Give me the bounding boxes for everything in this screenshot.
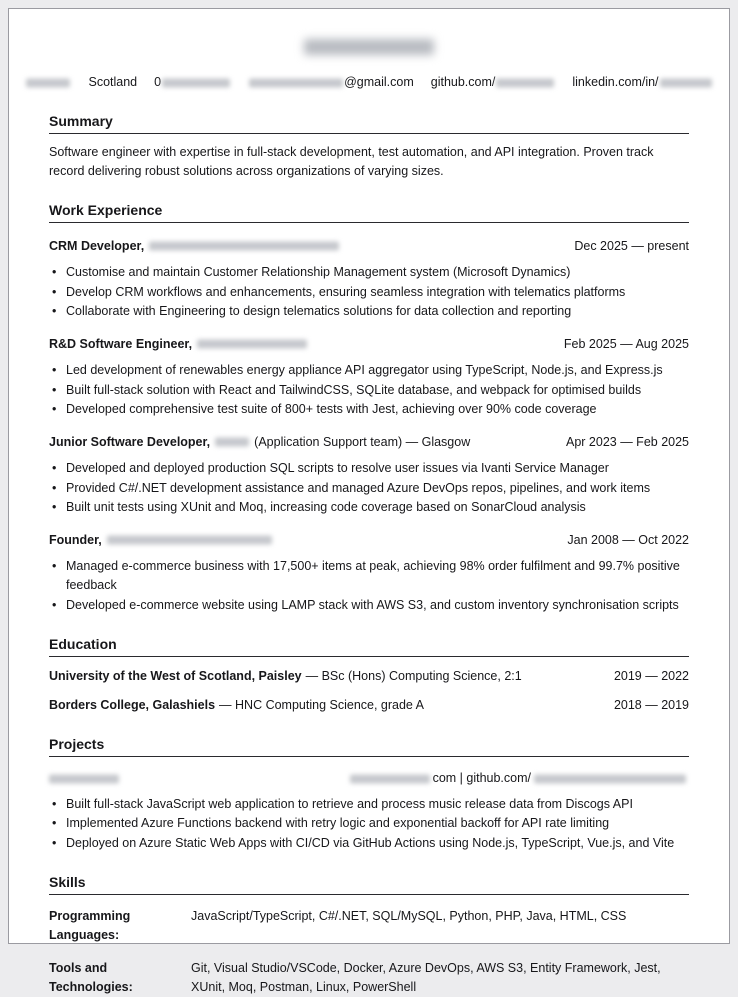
bullet-item: • Collaborate with Engineering to design telematics solutions for data collection and reporting [49, 302, 689, 321]
summary-text: Software engineer with expertise in full-stack development, test automation, and API integration. Proven track record delivering robust solutions across organizations of varying sizes. [49, 145, 654, 178]
bullet-item: • Develop CRM workflows and enhancements, ensuring seamless integration with telematics platforms [49, 283, 689, 302]
job-title [49, 433, 470, 452]
skill-values: JavaScript/TypeScript, C#/.NET, SQL/MySQL, Python, PHP, Java, HTML, CSS [191, 908, 627, 923]
contact-linkedin [572, 73, 712, 92]
email-suffix: @gmail.com [344, 75, 414, 89]
job-bullets [49, 361, 689, 419]
education-dates: 2019 — 2022 [613, 668, 689, 683]
job-header [49, 237, 689, 256]
redacted-project-domain [350, 774, 430, 783]
contact-phone [154, 73, 231, 92]
project-links [347, 769, 689, 788]
bullet-item: • Implemented Azure Functions backend with retry logic and exponential backoff for API rate limiting [49, 814, 689, 833]
project-header-row [49, 769, 689, 788]
project-link-text: com | github.com/ [432, 770, 531, 785]
job-dates: Dec 2025 — present [574, 239, 689, 253]
resume-page [8, 8, 730, 994]
education-list [49, 667, 689, 715]
job-header [49, 433, 689, 452]
education-title [49, 696, 424, 715]
redacted-email [249, 79, 343, 88]
job-entry [49, 433, 689, 517]
bullet-item: • Built full-stack JavaScript web application to retrieve and process music release data from Discogs API [49, 795, 689, 814]
skills-heading: Skills [49, 874, 689, 895]
job-role: Founder, [49, 533, 102, 547]
education-entry [49, 667, 689, 686]
redacted-company [197, 340, 307, 349]
name-row [49, 39, 689, 63]
job-header [49, 335, 689, 354]
job-role: CRM Developer, [49, 239, 145, 253]
job-bullets [49, 557, 689, 615]
redacted-city [25, 78, 71, 87]
degree-detail: — HNC Computing Science, grade A [219, 697, 425, 712]
project-bullets [49, 795, 689, 853]
job-dates: Feb 2025 — Aug 2025 [563, 337, 689, 351]
job-title [49, 531, 272, 550]
redacted-project-repo [534, 774, 686, 783]
job-title [49, 335, 307, 354]
skill-values: Git, Visual Studio/VSCode, Docker, Azure DevOps, AWS S3, Entity Framework, Jest, XUnit, Moq, Postman, Linux, PowerShell [191, 960, 661, 994]
contact-email [248, 73, 414, 92]
bullet-item: • Managed e-commerce business with 17,500+ items at peak, achieving 98% order fulfilment and 99.7% positive feedback [49, 557, 689, 595]
redacted-company [149, 242, 339, 251]
contact-row [49, 73, 689, 92]
job-entry [49, 237, 689, 321]
education-title [49, 667, 522, 686]
bullet-item: • Built full-stack solution with React and TailwindCSS, SQLite database, and webpack for optimised builds [49, 381, 689, 400]
job-dates: Jan 2008 — Oct 2022 [567, 533, 689, 547]
skill-row [49, 907, 689, 945]
bullet-item: • Deployed on Azure Static Web Apps with CI/CD via GitHub Actions using Node.js, TypeScript, Vue.js, and Vite [49, 834, 689, 853]
job-dates: Apr 2023 — Feb 2025 [566, 435, 689, 449]
redacted-linkedin-handle [660, 79, 712, 88]
institution-name: Borders College, Galashiels [49, 697, 216, 712]
job-title [49, 237, 339, 256]
redacted-company [215, 438, 249, 447]
job-entry [49, 531, 689, 615]
bullet-item: • Customise and maintain Customer Relationship Management system (Microsoft Dynamics) [49, 263, 689, 282]
bullet-item: • Built unit tests using XUnit and Moq, increasing code coverage based on SonarCloud analysis [49, 498, 689, 517]
job-role: Junior Software Developer, [49, 435, 211, 449]
github-prefix: github.com/ [430, 75, 496, 89]
skills-list [49, 907, 689, 997]
skill-category-label: Programming Languages: [49, 908, 131, 942]
job-bullets [49, 459, 689, 517]
work-experience-heading: Work Experience [49, 202, 689, 223]
institution-name: University of the West of Scotland, Paisley [49, 668, 302, 683]
contact-location: Scotland [88, 75, 138, 89]
redacted-phone [162, 79, 230, 88]
projects-heading: Projects [49, 736, 689, 757]
bullet-item: • Developed and deployed production SQL scripts to resolve user issues via Ivanti Service Manager [49, 459, 689, 478]
education-entry [49, 696, 689, 715]
summary-heading: Summary [49, 113, 689, 134]
job-suffix: (Application Support team) — Glasgow [254, 435, 471, 449]
redacted-project-name [49, 774, 119, 783]
skill-row [49, 959, 689, 997]
education-dates: 2018 — 2019 [613, 697, 689, 712]
redacted-name [304, 39, 434, 55]
job-bullets [49, 263, 689, 321]
contact-github [431, 73, 556, 92]
degree-detail: — BSc (Hons) Computing Science, 2:1 [305, 668, 522, 683]
redacted-company [107, 536, 272, 545]
education-heading: Education [49, 636, 689, 657]
job-header [49, 531, 689, 550]
job-entry [49, 335, 689, 419]
redacted-github-handle [496, 79, 554, 88]
bullet-item: • Developed comprehensive test suite of 800+ tests with Jest, achieving over 90% code coverage [49, 400, 689, 419]
bullet-item: • Developed e-commerce website using LAMP stack with AWS S3, and custom inventory synchronisation scripts [49, 596, 689, 615]
skill-category-label: Tools and Technologies: [49, 960, 133, 994]
phone-prefix: 0 [154, 75, 162, 89]
linkedin-prefix: linkedin.com/in/ [572, 75, 659, 89]
bullet-item: • Provided C#/.NET development assistance and managed Azure DevOps repos, pipelines, and work items [49, 479, 689, 498]
job-role: R&D Software Engineer, [49, 337, 193, 351]
bullet-item: • Led development of renewables energy appliance API aggregator using TypeScript, Node.js, and Express.js [49, 361, 689, 380]
jobs-list [49, 237, 689, 615]
